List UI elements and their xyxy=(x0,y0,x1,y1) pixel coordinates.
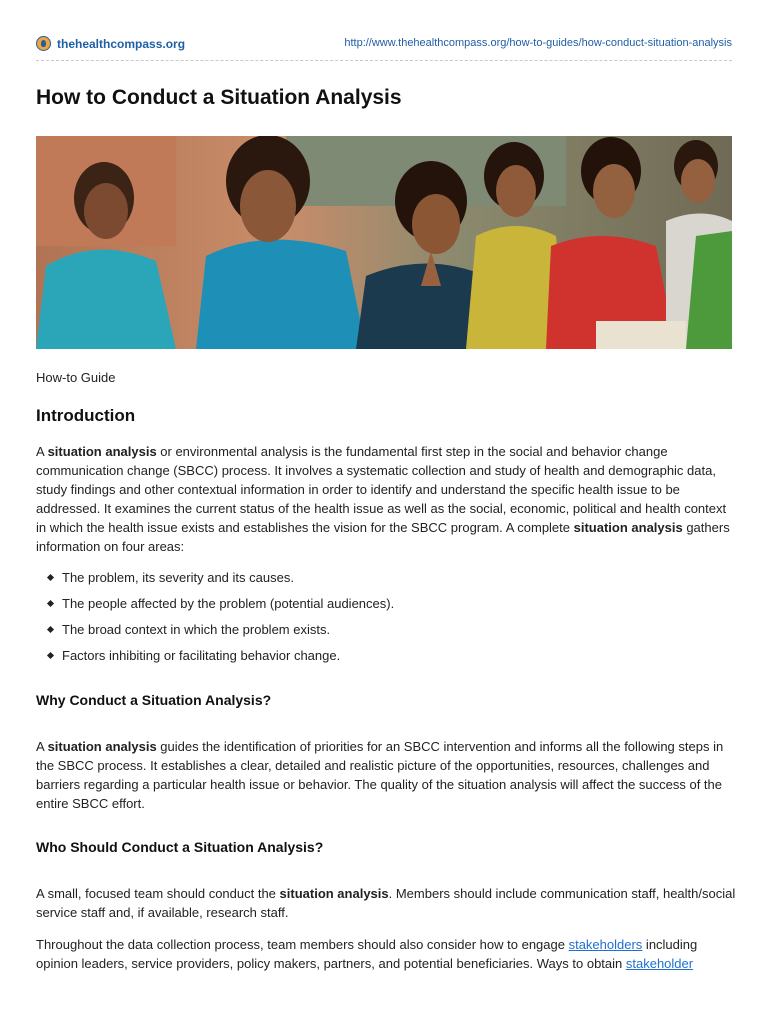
stakeholders-link[interactable]: stakeholders xyxy=(568,937,643,952)
stakeholders-paragraph: Throughout the data collection process, team members should also consider how to engage stakeholders including opinion leaders, service providers, policy makers, partners, and potential beneficiaries. Ways to obtain stakeholder xyxy=(36,937,698,971)
list-item: Factors inhibiting or facilitating behavior change. xyxy=(36,647,394,673)
why-paragraph: A situation analysis guides the identification of priorities for an SBCC intervention and informs all the following steps in the SBCC process. It establishes a clear, detailed and realistic picture of the opportunities, resources, challenges and barriers regarding a particular health issue or behavior. The quality of the situation analysis will affect the success of the entire SBCC effort. xyxy=(36,739,724,811)
page-title: How to Conduct a Situation Analysis xyxy=(36,86,402,109)
site-brand[interactable] xyxy=(36,36,185,51)
four-areas-list xyxy=(36,569,394,673)
who-paragraph: A small, focused team should conduct the situation analysis. Members should include communication staff, health/social service staff and, if available, research staff. xyxy=(36,886,736,920)
list-item: The problem, its severity and its causes. xyxy=(36,569,394,595)
list-item: The broad context in which the problem exists. xyxy=(36,621,394,647)
page-url-link[interactable]: http://www.thehealthcompass.org/how-to-guides/how-conduct-situation-analysis xyxy=(344,37,732,49)
hero-image xyxy=(36,136,732,349)
photo-students-classroom-icon xyxy=(36,136,732,349)
introduction-paragraph: A situation analysis or environmental analysis is the fundamental first step in the social and behavior change communication change (SBCC) process. It involves a systematic collection and study of health and demographic data, study findings and other contextual information in order to identify and understand the specific health issue to be addressed. It examines the current status of the health issue as well as the social, economic, political and health context in which the health issue exists and establishes the vision for the SBCC program. A complete situation analysis gathers information on four areas: xyxy=(36,444,730,554)
introduction-heading: Introduction xyxy=(36,406,136,425)
list-item: The people affected by the problem (potential audiences). xyxy=(36,595,394,621)
guide-type-label: How-to Guide xyxy=(36,370,116,385)
why-heading: Why Conduct a Situation Analysis? xyxy=(36,692,272,708)
page-header xyxy=(36,36,732,61)
stakeholder-link[interactable]: stakeholder xyxy=(625,956,694,971)
site-name: thehealthcompass.org xyxy=(57,36,186,51)
who-heading: Who Should Conduct a Situation Analysis? xyxy=(36,839,324,855)
compass-logo-icon xyxy=(36,36,51,51)
